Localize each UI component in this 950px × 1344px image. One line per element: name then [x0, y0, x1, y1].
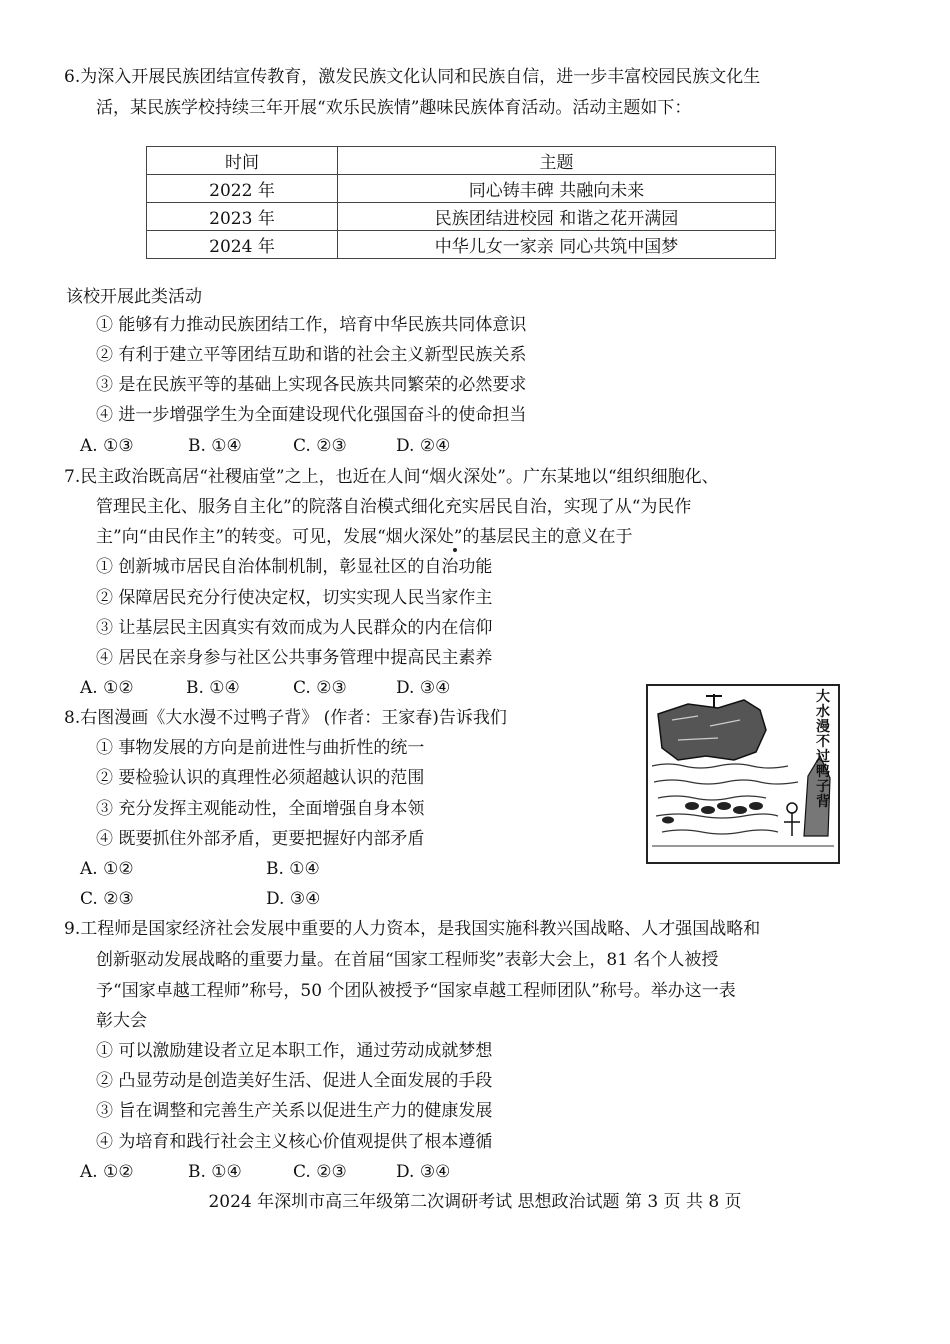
q8-item-4: ④ 既要抓住外部矛盾，更要把握好内部矛盾	[96, 829, 425, 849]
page-footer: 2024 年深圳市高三年级第二次调研考试 思想政治试题 第 3 页 共 8 页	[208, 1192, 742, 1212]
q7-item-2: ② 保障居民充分行使决定权，切实实现人民当家作主	[96, 588, 493, 608]
choice-c[interactable]: C. ②③	[80, 889, 134, 909]
q7-item-1: ① 创新城市居民自治体制机制，彰显社区的自治功能	[96, 557, 493, 577]
q6-item-1: ① 能够有力推动民族团结工作，培育中华民族共同体意识	[96, 315, 527, 335]
q6-item-3: ③ 是在民族平等的基础上实现各民族共同繁荣的必然要求	[96, 375, 527, 395]
q8-item-1: ① 事物发展的方向是前进性与曲折性的统一	[96, 738, 425, 758]
q9-item-2: ② 凸显劳动是创造美好生活、促进人全面发展的手段	[96, 1071, 493, 1091]
q9-item-4: ④ 为培育和践行社会主义核心价值观提供了根本遵循	[96, 1132, 493, 1152]
choice-a[interactable]: A. ①②	[80, 859, 134, 879]
table-row	[147, 203, 776, 231]
q8-choices	[80, 858, 480, 910]
choice-a[interactable]: A. ①②	[80, 678, 134, 698]
choice-b[interactable]: B. ①④	[266, 859, 320, 879]
q6-choices	[80, 435, 580, 457]
q9-stem-line4: 彰大会	[96, 1011, 147, 1031]
q9-stem-line2: 创新驱动发展战略的重要力量。在首届“国家工程师奖”表彰大会上，81 名个人被授	[96, 950, 719, 970]
q9-choices	[80, 1161, 580, 1183]
choice-a[interactable]: A. ①②	[80, 1162, 134, 1182]
q6-stem-line2: 活，某民族学校持续三年开展“欢乐民族情”趣味民族体育活动。活动主题如下：	[96, 98, 692, 118]
table-header-time: 时间	[147, 147, 338, 175]
choice-b[interactable]: B. ①④	[186, 678, 240, 698]
choice-c[interactable]: C. ②③	[293, 1162, 347, 1182]
q9-item-1: ① 可以激励建设者立足本职工作，通过劳动成就梦想	[96, 1041, 493, 1061]
q9-item-3: ③ 旨在调整和完善生产关系以促进生产力的健康发展	[96, 1101, 493, 1121]
q9-stem-line3: 予“国家卓越工程师”称号，50 个团队被授予“国家卓越工程师团队”称号。举办这一表	[96, 981, 736, 1001]
q7-stem-line2: 管理民主化、服务自主化”的院落自治模式细化充实居民自治，实现了从“为民作	[96, 497, 692, 517]
table-cell-theme: 中华儿女一家亲 同心共筑中国梦	[338, 231, 776, 259]
q7-stem-line1: 7.民主政治既高居“社稷庙堂”之上，也近在人间“烟火深处”。广东某地以“组织细胞化、	[64, 467, 719, 487]
choice-d[interactable]: D. ②④	[396, 436, 451, 456]
q6-item-2: ② 有利于建立平等团结互助和谐的社会主义新型民族关系	[96, 345, 527, 365]
table-cell-theme: 同心铸丰碑 共融向未来	[338, 175, 776, 203]
emphasis-dot	[453, 548, 457, 552]
q7-item-3: ③ 让基层民主因真实有效而成为人民群众的内在信仰	[96, 618, 493, 638]
q8-item-2: ② 要检验认识的真理性必须超越认识的范围	[96, 768, 425, 788]
table-cell-theme: 民族团结进校园 和谐之花开满园	[338, 203, 776, 231]
choice-c[interactable]: C. ②③	[293, 678, 347, 698]
table-cell-year: 2024 年	[147, 231, 338, 259]
choice-a[interactable]: A. ①③	[80, 436, 134, 456]
choice-d[interactable]: D. ③④	[266, 889, 321, 909]
q7-choices	[80, 677, 580, 699]
cartoon-image	[646, 684, 840, 864]
table-header-theme: 主题	[338, 147, 776, 175]
table-header-row	[147, 147, 776, 175]
q8-stem-line1: 8.右图漫画《大水漫不过鸭子背》 (作者：王家春)告诉我们	[64, 708, 507, 728]
choice-d[interactable]: D. ③④	[396, 678, 451, 698]
choice-b[interactable]: B. ①④	[188, 436, 242, 456]
cartoon-title: 大水漫不过鸭子背	[816, 689, 830, 810]
q6-theme-table	[146, 146, 776, 259]
q6-item-4: ④ 进一步增强学生为全面建设现代化强国奋斗的使命担当	[96, 405, 527, 425]
choice-d[interactable]: D. ③④	[396, 1162, 451, 1182]
table-cell-year: 2022 年	[147, 175, 338, 203]
table-row	[147, 175, 776, 203]
choice-b[interactable]: B. ①④	[188, 1162, 242, 1182]
table-row	[147, 231, 776, 259]
q7-stem-line3: 主”向“由民作主”的转变。可见，发展“烟火深处”的基层民主的意义在于	[96, 527, 633, 547]
q6-stem-line1: 6.为深入开展民族团结宣传教育，激发民族文化认同和民族自信，进一步丰富校园民族文化生	[64, 67, 761, 87]
table-cell-year: 2023 年	[147, 203, 338, 231]
q7-item-4: ④ 居民在亲身参与社区公共事务管理中提高民主素养	[96, 648, 493, 668]
q6-question: 该校开展此类活动	[66, 287, 202, 307]
cartoon-drawing	[648, 686, 838, 862]
q9-stem-line1: 9.工程师是国家经济社会发展中重要的人力资本，是我国实施科教兴国战略、人才强国战略和	[64, 919, 761, 939]
q8-item-3: ③ 充分发挥主观能动性，全面增强自身本领	[96, 799, 425, 819]
choice-c[interactable]: C. ②③	[293, 436, 347, 456]
